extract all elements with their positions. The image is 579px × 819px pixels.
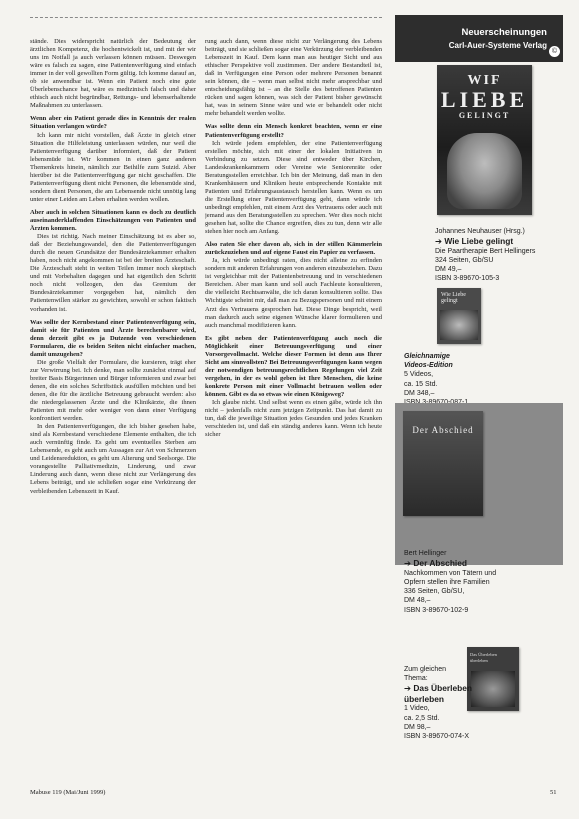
book-title <box>435 236 535 247</box>
cover-text: Der Abschied <box>412 425 474 435</box>
video-title-text: Das Überleben <box>413 683 473 694</box>
interview-question: Also raten Sie eher davon ab, sich in der stillen Kämmerlein zurückzuziehen und auf eigene Faust ein Papier zu verfassen. <box>205 241 382 257</box>
book-author: Johannes Neuhauser (Hrsg.) <box>435 228 525 235</box>
page-number: 51 <box>550 789 557 796</box>
video-duration: ca. 2,5 Std. <box>404 714 440 722</box>
arrow-icon: ➔ <box>404 683 412 694</box>
video-intro: Zum gleichen <box>404 666 447 673</box>
article-paragraph: Ich würde jedem empfehlen, der eine Patientenverfügung erstellen möchte, sich mit einer der lokalen Initiativen in Verbindung zu setzen. Diese sind entweder über Kirchen, Landeskrankenkammern oder Vereine wie Seniorenräte oder Beratungsstellen erreichbar. Ich bin der Meinung, daß man in den Krankenhäusern und Kliniken heute entsprechende Kontakte mit Patienten und Erfahrungsaustausch herstellen kann. Wenn es um die Erstellung einer Patientenverfügung geht, dann würde ich unbedingt empfehlen, mit einem Arzt des Vertrauens oder auch mit jemand aus den Beratungsstellen zu sprechen. Wer dies noch nicht gesehen hat, sollte die Chance ergreifen, dies zu tun, denn wir alle stehen hier noch am Anfang. <box>205 139 382 236</box>
book-author: Bert Hellinger <box>404 550 447 557</box>
book-blurb-2 <box>404 549 496 615</box>
cover-text: LIEBE <box>440 87 529 112</box>
book-title <box>404 558 496 569</box>
video-cover-image <box>440 310 478 340</box>
article-paragraph: rung auch dann, wenn diese nicht zur Verlängerung des Lebens beiträgt, und sie schließen sogar eine Verkürzung der verbleibenden Lebenszeit in Kauf. Dem kann man aus heutiger Sicht und aus ethischer Perspektive voll zustimmen. Der andere Bestandteil ist, daß in Verfügungen eine Person oder mehrere Personen benannt sein können, die – wenn man selbst nicht mehr ansprechbar und entscheidungsfähig ist – an die Stelle des betroffenen Patienten rücken und sagen können, was sich der Patient bisher gewünscht hat, was in seinem Sinne wäre und wie er behandelt oder nicht mehr behandelt werden wollte. <box>205 38 382 118</box>
interview-question: Es gibt neben der Patientenverfügung auch noch die Möglichkeit einer Betreuungsverfügung und einer Vorsorgevollmacht. Welche dieser Formen ist denn aus Ihrer Sicht am sinnvollsten? Bei Betreuungsverfügungen kann wegen der notwendigen betreuungsrechtlichen Regelungen viel Zeit vergehen, in der es wohl geben ist Ihre Menschen, die keine konkrete Person mit einer Vollmacht betrauen wollen oder können. Gibt es da so etwas wie einen Königsweg? <box>205 334 382 398</box>
video-blurb-1 <box>404 352 468 407</box>
video-cover-wie-liebe-gelingt <box>437 288 481 344</box>
interview-question: Was sollte denn ein Mensch konkret beachten, wenn er eine Patientenverfügung erstellt? <box>205 123 382 139</box>
sidebar-header <box>395 15 563 62</box>
article-column-left <box>30 38 196 780</box>
article-paragraph: Dies ist richtig. Nach meiner Einschätzung ist es aber so, daß der Beziehungswandel, den die Patientenverfügungen durch die neuen Grundsätze der Bundesärztekammer erhalten haben, noch nicht angekommen ist bei der breiten Ärzteschaft. Die Ärzteschaft steht in weiten Teilen immer noch skeptisch und mit Vorbehalten dagegen und hat eigentlich den Schritt noch nicht vollzogen, den das Gremium der Bundesärztekammer vorgegeben hat, nämlich den Patientenwillen stärker zu gewichten, sowohl er schon faktisch vorhanden ist. <box>30 233 196 313</box>
video-blurb-2 <box>404 665 472 741</box>
footer-source: Mabuse 119 (Mai/Juni 1999) <box>30 789 106 796</box>
video-count: 1 Video, <box>404 705 430 713</box>
interview-question: Aber auch in solchen Situationen kann es doch zu deutlich auseinanderklaffenden Einschätzungen von Patienten und Ärzten kommen. <box>30 208 196 233</box>
cover-portrait <box>447 133 522 209</box>
video-duration: ca. 15 Std. <box>404 380 438 388</box>
video-intro: Thema: <box>404 675 428 683</box>
book-description: Nachkommen von Tätern und <box>404 569 497 577</box>
cover-text: WIF <box>467 73 502 88</box>
video-cover-image <box>471 671 515 707</box>
article-paragraph: Ja, ich würde unbedingt raten, dies nicht alleine zu erfinden sondern mit anderen Erfahrungen von anderen einzubeziehen. Dazu ist vergleichbar mit der Patientenbetreuung und in verschiedenen Bereichen. Aber man kann und soll auch Fachleute konsultieren, die vielleicht Rechtsanwälte, die ich daran konsultieren sollte. Das Wichtigste scheint mir, daß man zu Bezugspersonen und mit einem Arzt des Vertrauens gesprochen hat. Diese Dinge bespricht, weil man dadurch auch seine eigenen Wünsche klarer formulieren und auch manchmal modifizieren kann. <box>205 257 382 329</box>
video-isbn: ISBN 3-89670-074-X <box>404 733 469 741</box>
video-count: 5 Videos, <box>404 371 434 379</box>
book-cover-der-abschied <box>403 411 483 516</box>
sidebar-title: Neuerscheinungen <box>461 27 547 38</box>
book-description: Die Paartherapie Bert Hellingers <box>435 247 536 255</box>
video-price: DM 98,– <box>404 723 431 731</box>
article-column-middle <box>205 38 382 780</box>
video-title-text: überleben <box>404 693 445 704</box>
article-paragraph: Die große Vielfalt der Formulare, die kursieren, trägt eher zur Verwirrung bei. Ich denke, man sollte zunächst einmal auf breiter Basis Bürgerinnen und Bürger informieren und zwar bei denen, die ein solches Schriftstück ausfüllen möchten und bei denen, die für die ärztliche Betreuung gebraucht werden: also die niedergelassenen Ärzte und die Klinikärzte, die ihnen Patienten mit mehr oder weniger von dann einer Verfügung konfrontiert werden. <box>30 358 196 423</box>
article-paragraph: stände. Dies widerspricht natürlich der Bedeutung der ärztlichen Kompetenz, die hochentwickelt ist, und mit der wir uns im Notfall ja auch verlassen können müssen. Deswegen wäre es falsch zu sagen, eine Patientenverfügung sind einfach immer in der voll gewollten Form gültig. Ich komme darauf an, ob sie anwendbar ist. Wenn ein Patient noch eine gute Überlebenschance hat, wäre es medizinisch falsch und daher ethisch auch nicht begründbar, Rettungs- und lebenserhaltende Maßnahmen zu unterlassen. <box>30 38 196 110</box>
publisher-sidebar <box>395 15 563 780</box>
video-cover-das-ueberleben <box>467 647 519 711</box>
book-isbn: ISBN 3-89670-102-9 <box>404 606 469 614</box>
book-cover-wie-liebe-gelingt <box>437 65 532 215</box>
book-pages: 336 Seiten, Gb/SU, <box>404 588 465 596</box>
article-paragraph: In den Patientenverfügungen, die ich bisher gesehen habe, sind als Kernbestand verschiedene Elemente enthalten, die ich auch vernünftig finde. Es geht um eventuelles Sterben am Lebensende, es geht auch um Aussagen zur Art von Schmerzen und Leidensreduktion, es geht um Alterung und Seelsorge. Die vorangestellte Palliativmedizin, Linderung, und zwar Linderung auch dann, wenn diese nicht zur Verlängerung des Lebens beiträgt, und sie schließen sogar eine Verkürzung der verbleibenden Lebenszeit in Kauf. <box>30 423 196 495</box>
top-rule <box>30 17 382 18</box>
video-price: DM 348,– <box>404 389 435 397</box>
book-isbn: ISBN 3-89670-105-3 <box>435 275 500 283</box>
cover-text: überleben <box>470 658 488 663</box>
article-paragraph: Ich glaube nicht. Und selbst wenn es einen gäbe, würde ich ihn nicht – jedenfalls nicht zum jetzigen Zeitpunkt. Das hat damit zu tun, daß die jeweilige Situation jedes Gesunden und jedes Kranken verschieden ist, und daß ein ständig anderes kann. Wenn ich heute sicher <box>205 399 382 439</box>
interview-question: Wenn aber ein Patient gerade dies in Kenntnis der realen Situation verlangen würde? <box>30 115 196 131</box>
cover-text: Wie Liebe <box>441 292 466 298</box>
sidebar-grey-panel <box>395 403 563 565</box>
publisher-logo: © <box>549 46 560 57</box>
cover-text: GELINGT <box>458 111 511 120</box>
arrow-icon: ➔ <box>404 558 412 569</box>
video-heading: Gleichnamige <box>404 353 450 360</box>
publisher-name: Carl-Auer-Systeme Verlag <box>448 41 547 50</box>
book-title-text: Wie Liebe gelingt <box>444 236 514 247</box>
article-paragraph: Ich kann mir nicht vorstellen, daß Ärzte in gleich einer Situation die Hilfeleistung unterlassen würden, nur weil die Patientenverfügung darüber informiert, daß der Patient lebensmüde ist. Wir kommen in einen ganz anderen Themenkreis hinein, nämlich zur Beihilfe zum Suizid. Aber hierüber ist die Patientenverfügung gar nicht geschaffen. Die Patientenverfügung dient nicht Personen, die lebensmüde sind, sondern dient Personen, die am Lebensende nicht unnötig lang unter einer Leiden am Leben erhalten werden wollen. <box>30 131 196 203</box>
book-description: Opfern stellen ihre Familien <box>404 578 490 586</box>
book-blurb-1 <box>435 227 535 284</box>
video-heading: Videos-Edition <box>404 362 453 370</box>
book-price: DM 49,– <box>435 266 462 274</box>
book-pages: 324 Seiten, Gb/SU <box>435 256 494 264</box>
book-title-text: Der Abschied <box>413 558 468 569</box>
video-title <box>404 683 472 694</box>
arrow-icon: ➔ <box>435 236 443 247</box>
cover-text: Das Überleben <box>470 652 497 657</box>
book-price: DM 48,– <box>404 597 431 605</box>
cover-text: gelingt <box>441 298 458 304</box>
interview-question: Was sollte der Kernbestand einer Patientenverfügung sein, damit sie für Patienten und Ärzte berechenbarer wird, denn derzeit gibt es ja Dutzende von verschiedenen Formularen, die es beiden Seiten nicht einfacher machen, damit umzugehen? <box>30 318 196 358</box>
